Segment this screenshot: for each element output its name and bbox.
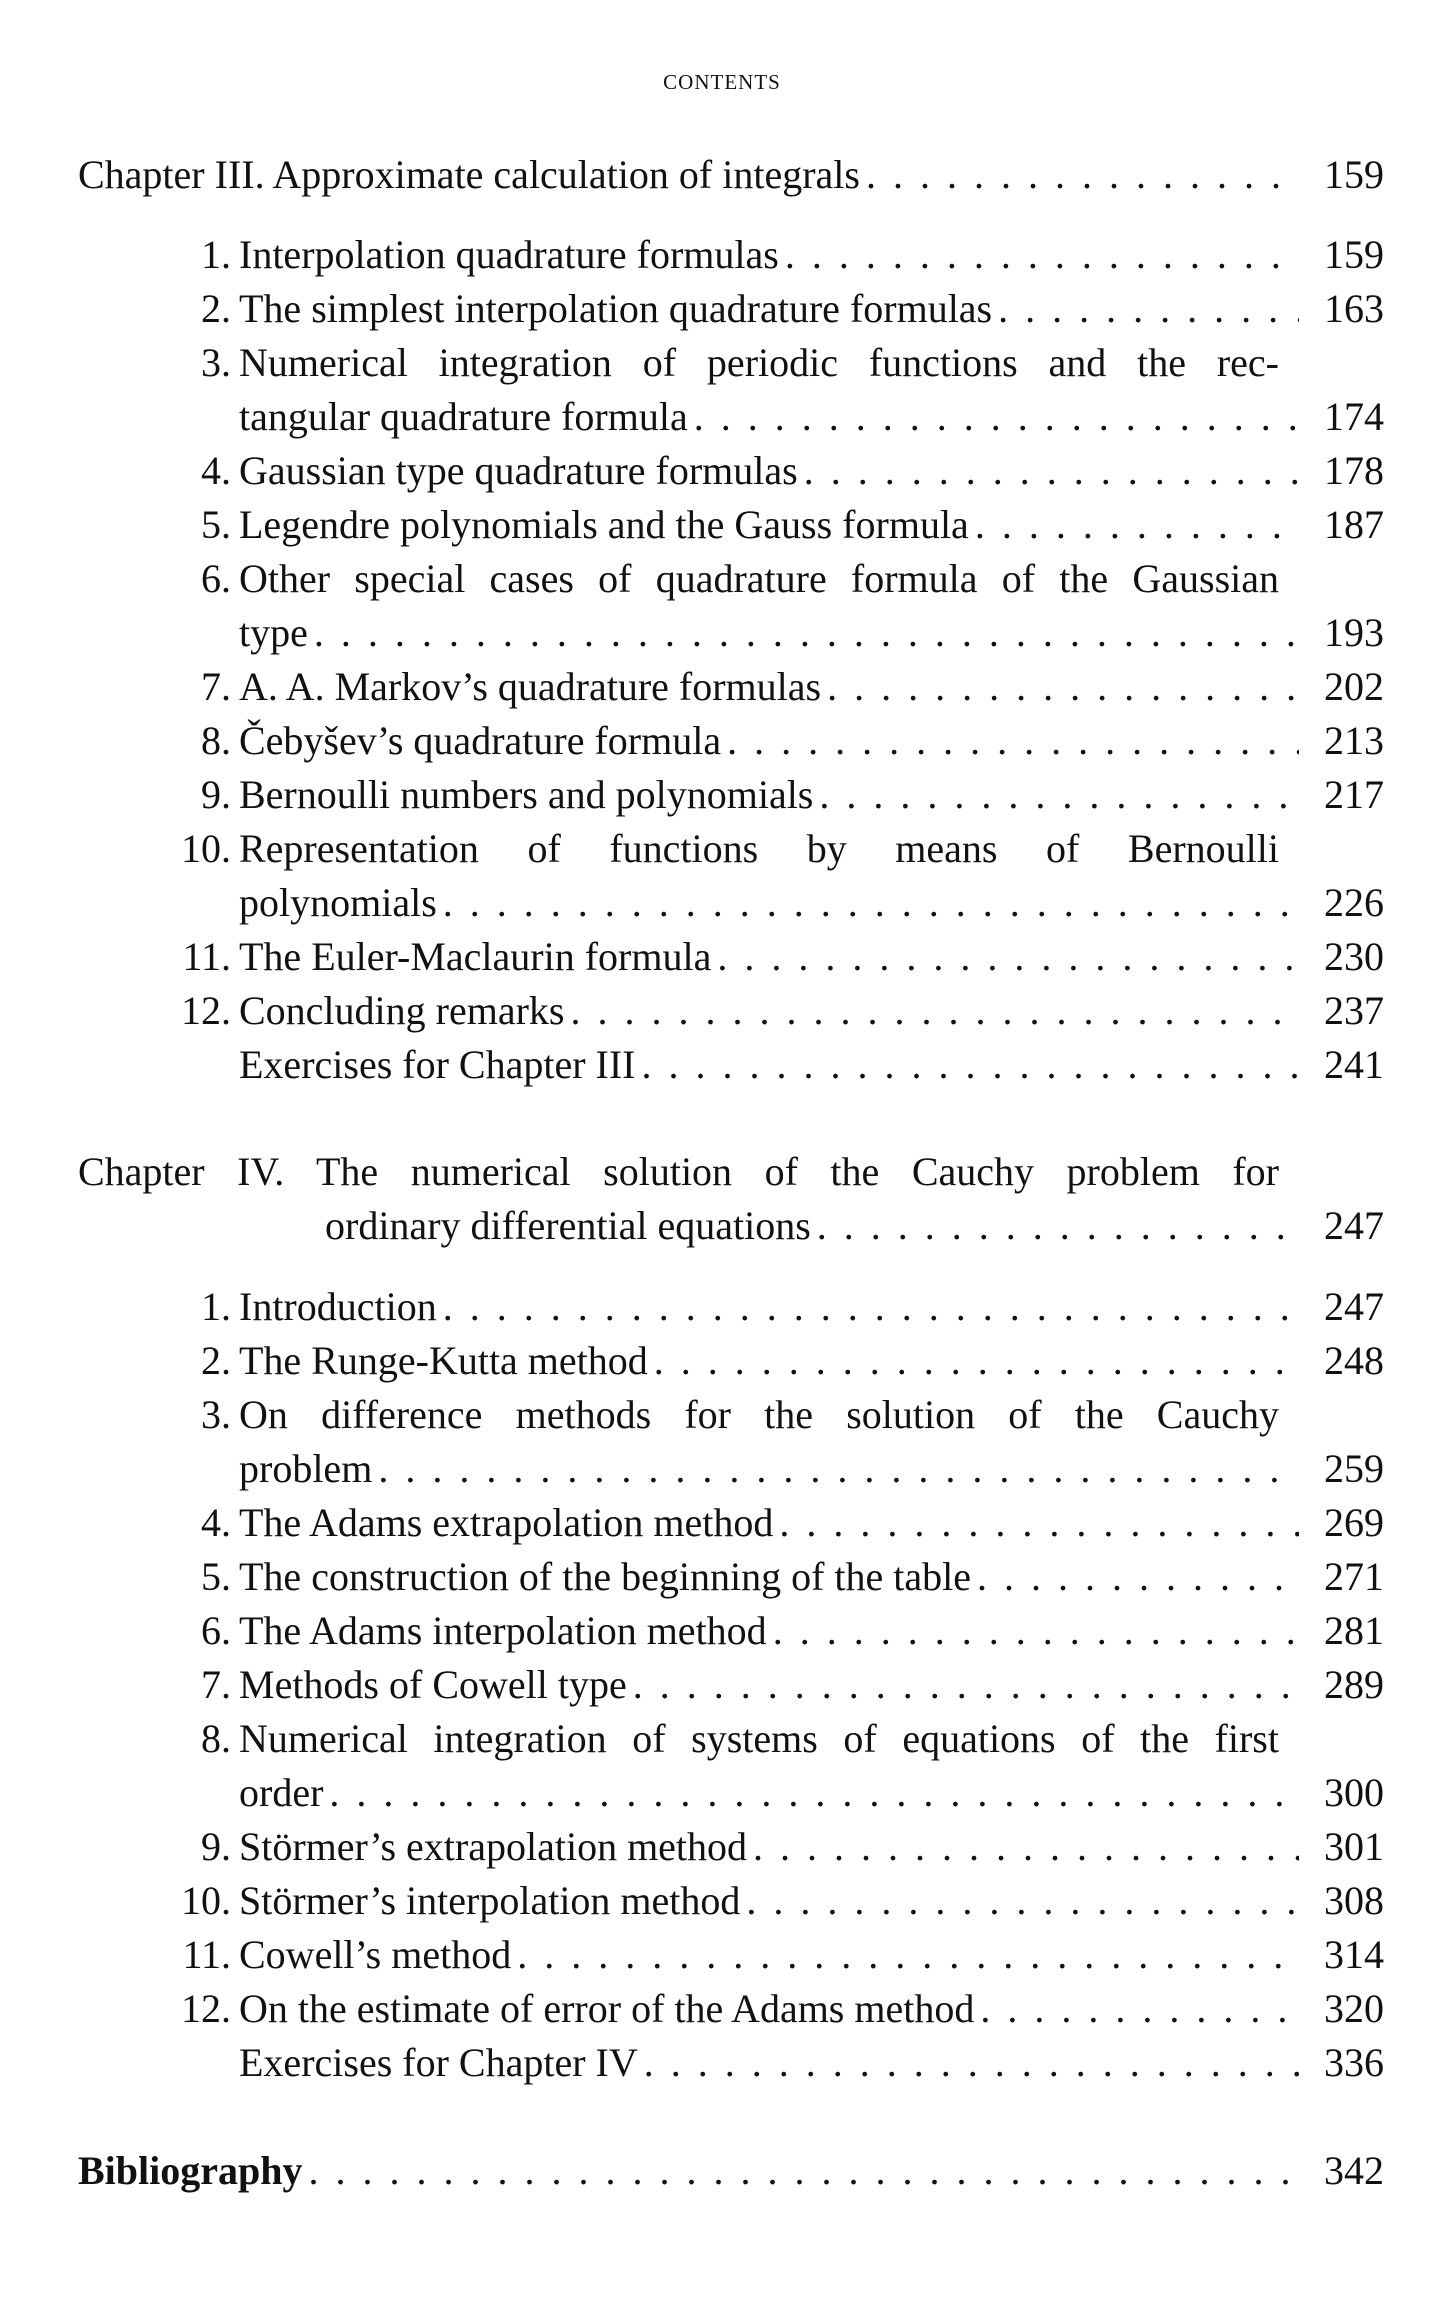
ch4-section-6 xyxy=(0,1604,1444,1658)
dot-leader xyxy=(798,444,1299,498)
dot-leader xyxy=(648,1334,1299,1388)
chapter-4-title-line1: Chapter IV. The numerical solution of the Cauchy problem for xyxy=(78,1149,1279,1194)
dot-leader xyxy=(437,876,1299,930)
ch4-section-2 xyxy=(0,1334,1444,1388)
section-title: Methods of Cowell type xyxy=(239,1662,627,1707)
section-page: 159 xyxy=(1324,232,1384,277)
ch4-section-11 xyxy=(0,1928,1444,1982)
section-title: The Runge-Kutta method xyxy=(239,1338,648,1383)
section-title: Introduction xyxy=(239,1284,437,1329)
dot-leader xyxy=(971,1550,1299,1604)
chapter-3-heading xyxy=(0,148,1444,202)
ch3-section-6-line2 xyxy=(0,606,1444,660)
dot-leader xyxy=(308,606,1299,660)
ch4-section-7 xyxy=(0,1658,1444,1712)
section-number: 10. xyxy=(181,1878,231,1923)
ch3-section-6-line1 xyxy=(0,552,1444,606)
section-number: 3. xyxy=(201,340,231,385)
section-page: 259 xyxy=(1324,1446,1384,1491)
section-page: 226 xyxy=(1324,880,1384,925)
section-page: 289 xyxy=(1324,1662,1384,1707)
section-page: 320 xyxy=(1324,1986,1384,2031)
section-page: 301 xyxy=(1324,1824,1384,1869)
bibliography-title: Bibliography xyxy=(78,2148,303,2193)
ch3-section-10-line2 xyxy=(0,876,1444,930)
section-title: Störmer’s extrapolation method xyxy=(239,1824,748,1869)
dot-leader xyxy=(565,984,1300,1038)
section-page: 202 xyxy=(1324,664,1384,709)
dot-leader xyxy=(740,1874,1299,1928)
ch4-section-5 xyxy=(0,1550,1444,1604)
section-page: 314 xyxy=(1324,1932,1384,1977)
section-number: 4. xyxy=(201,1500,231,1545)
section-page: 247 xyxy=(1324,1284,1384,1329)
dot-leader xyxy=(773,1496,1299,1550)
ch3-section-2 xyxy=(0,282,1444,336)
dot-leader xyxy=(635,1038,1299,1092)
bibliography-page: 342 xyxy=(1324,2148,1384,2193)
dot-leader xyxy=(974,1982,1299,2036)
ch3-section-5 xyxy=(0,498,1444,552)
section-number: 5. xyxy=(201,502,231,547)
section-title: Cowell’s method xyxy=(239,1932,512,1977)
section-title: Legendre polynomials and the Gauss formula xyxy=(239,502,969,547)
section-page: 230 xyxy=(1324,934,1384,979)
ch3-section-3-line1 xyxy=(0,336,1444,390)
section-title-line2: polynomials xyxy=(239,880,437,925)
section-page: 248 xyxy=(1324,1338,1384,1383)
ch3-section-10-line1 xyxy=(0,822,1444,876)
section-page: 163 xyxy=(1324,286,1384,331)
ch4-section-4 xyxy=(0,1496,1444,1550)
section-number: 5. xyxy=(201,1554,231,1599)
ch3-section-4 xyxy=(0,444,1444,498)
chapter-4-title-line2: ordinary differential equations xyxy=(325,1203,811,1248)
section-title-line2: order xyxy=(239,1770,324,1815)
dot-leader xyxy=(627,1658,1299,1712)
section-number: 9. xyxy=(201,772,231,817)
ch3-section-11 xyxy=(0,930,1444,984)
section-page: 187 xyxy=(1324,502,1384,547)
section-number: 2. xyxy=(201,1338,231,1383)
exercises-page: 336 xyxy=(1324,2040,1384,2085)
dot-leader xyxy=(821,660,1299,714)
section-page: 269 xyxy=(1324,1500,1384,1545)
section-title: The Euler-Maclaurin formula xyxy=(239,934,712,979)
dot-leader xyxy=(747,1820,1299,1874)
ch3-exercises xyxy=(0,1038,1444,1092)
ch3-section-9 xyxy=(0,768,1444,822)
dot-leader xyxy=(323,1766,1299,1820)
ch3-section-8 xyxy=(0,714,1444,768)
dot-leader xyxy=(372,1442,1299,1496)
section-page: 178 xyxy=(1324,448,1384,493)
ch4-section-8-line1 xyxy=(0,1712,1444,1766)
ch4-section-12 xyxy=(0,1982,1444,2036)
ch4-section-3-line1 xyxy=(0,1388,1444,1442)
dot-leader xyxy=(638,2036,1299,2090)
section-number: 7. xyxy=(201,664,231,709)
dot-leader xyxy=(688,390,1299,444)
ch3-section-3-line2 xyxy=(0,390,1444,444)
section-number: 1. xyxy=(201,232,231,277)
section-page: 174 xyxy=(1324,394,1384,439)
ch3-section-7 xyxy=(0,660,1444,714)
section-page: 213 xyxy=(1324,718,1384,763)
section-title: Gaussian type quadrature formulas xyxy=(239,448,798,493)
ch4-exercises xyxy=(0,2036,1444,2090)
section-title-line1: Representation of functions by means of Bernoulli xyxy=(239,826,1279,871)
dot-leader xyxy=(813,768,1299,822)
ch4-section-9 xyxy=(0,1820,1444,1874)
section-page: 281 xyxy=(1324,1608,1384,1653)
section-title: On the estimate of error of the Adams method xyxy=(239,1986,975,2031)
section-number: 11. xyxy=(182,1932,231,1977)
ch4-section-10 xyxy=(0,1874,1444,1928)
section-title: The Adams extrapolation method xyxy=(239,1500,774,1545)
section-number: 6. xyxy=(201,556,231,601)
section-title: Concluding remarks xyxy=(239,988,565,1033)
dot-leader xyxy=(511,1928,1299,1982)
section-title: The simplest interpolation quadrature formulas xyxy=(239,286,993,331)
running-head: CONTENTS xyxy=(663,70,781,94)
chapter-4-heading-line1 xyxy=(0,1145,1444,1199)
section-page: 193 xyxy=(1324,610,1384,655)
section-title-line1: On difference methods for the solution of the Cauchy xyxy=(239,1392,1279,1437)
section-title-line2: tangular quadrature formula xyxy=(239,394,688,439)
section-title: The Adams interpolation method xyxy=(239,1608,767,1653)
bibliography-entry xyxy=(0,2144,1444,2198)
section-title: Interpolation quadrature formulas xyxy=(239,232,779,277)
dot-leader xyxy=(992,282,1299,336)
chapter-4-heading-line2 xyxy=(0,1199,1444,1253)
exercises-page: 241 xyxy=(1324,1042,1384,1087)
dot-leader xyxy=(303,2144,1299,2198)
ch4-section-8-line2 xyxy=(0,1766,1444,1820)
section-number: 8. xyxy=(201,718,231,763)
section-title-line1: Numerical integration of periodic functions and the rec- xyxy=(239,340,1279,385)
section-page: 271 xyxy=(1324,1554,1384,1599)
section-title-line2: type xyxy=(239,610,308,655)
dot-leader xyxy=(860,148,1299,202)
section-title: Störmer’s interpolation method xyxy=(239,1878,741,1923)
section-title: The construction of the beginning of the table xyxy=(239,1554,972,1599)
section-page: 237 xyxy=(1324,988,1384,1033)
section-number: 11. xyxy=(182,934,231,979)
ch4-section-1 xyxy=(0,1280,1444,1334)
section-number: 1. xyxy=(201,1284,231,1329)
section-number: 9. xyxy=(201,1824,231,1869)
exercises-title: Exercises for Chapter III xyxy=(239,1042,636,1087)
dot-leader xyxy=(779,228,1299,282)
exercises-title: Exercises for Chapter IV xyxy=(239,2040,638,2085)
dot-leader xyxy=(767,1604,1299,1658)
section-number: 10. xyxy=(181,826,231,871)
section-number: 12. xyxy=(181,1986,231,2031)
dot-leader xyxy=(711,930,1299,984)
section-number: 8. xyxy=(201,1716,231,1761)
section-number: 6. xyxy=(201,1608,231,1653)
section-number: 3. xyxy=(201,1392,231,1437)
section-number: 2. xyxy=(201,286,231,331)
section-page: 308 xyxy=(1324,1878,1384,1923)
chapter-3-page: 159 xyxy=(1324,152,1384,197)
section-number: 12. xyxy=(181,988,231,1033)
section-title-line1: Numerical integration of systems of equations of the first xyxy=(239,1716,1279,1761)
section-page: 217 xyxy=(1324,772,1384,817)
ch3-section-1 xyxy=(0,228,1444,282)
section-title-line2: problem xyxy=(239,1446,373,1491)
section-number: 7. xyxy=(201,1662,231,1707)
dot-leader xyxy=(969,498,1299,552)
section-number: 4. xyxy=(201,448,231,493)
dot-leader xyxy=(721,714,1299,768)
section-title-line1: Other special cases of quadrature formula of the Gaussian xyxy=(239,556,1279,601)
chapter-3-title: Chapter III. Approximate calculation of integrals xyxy=(78,152,860,197)
section-title: A. A. Markov’s quadrature formulas xyxy=(239,664,822,709)
ch4-section-3-line2 xyxy=(0,1442,1444,1496)
ch3-section-12 xyxy=(0,984,1444,1038)
chapter-4-page: 247 xyxy=(1324,1203,1384,1248)
section-title: Bernoulli numbers and polynomials xyxy=(239,772,814,817)
dot-leader xyxy=(811,1199,1299,1253)
dot-leader xyxy=(437,1280,1299,1334)
section-title: Čebyšev’s quadrature formula xyxy=(239,718,722,763)
section-page: 300 xyxy=(1324,1770,1384,1815)
